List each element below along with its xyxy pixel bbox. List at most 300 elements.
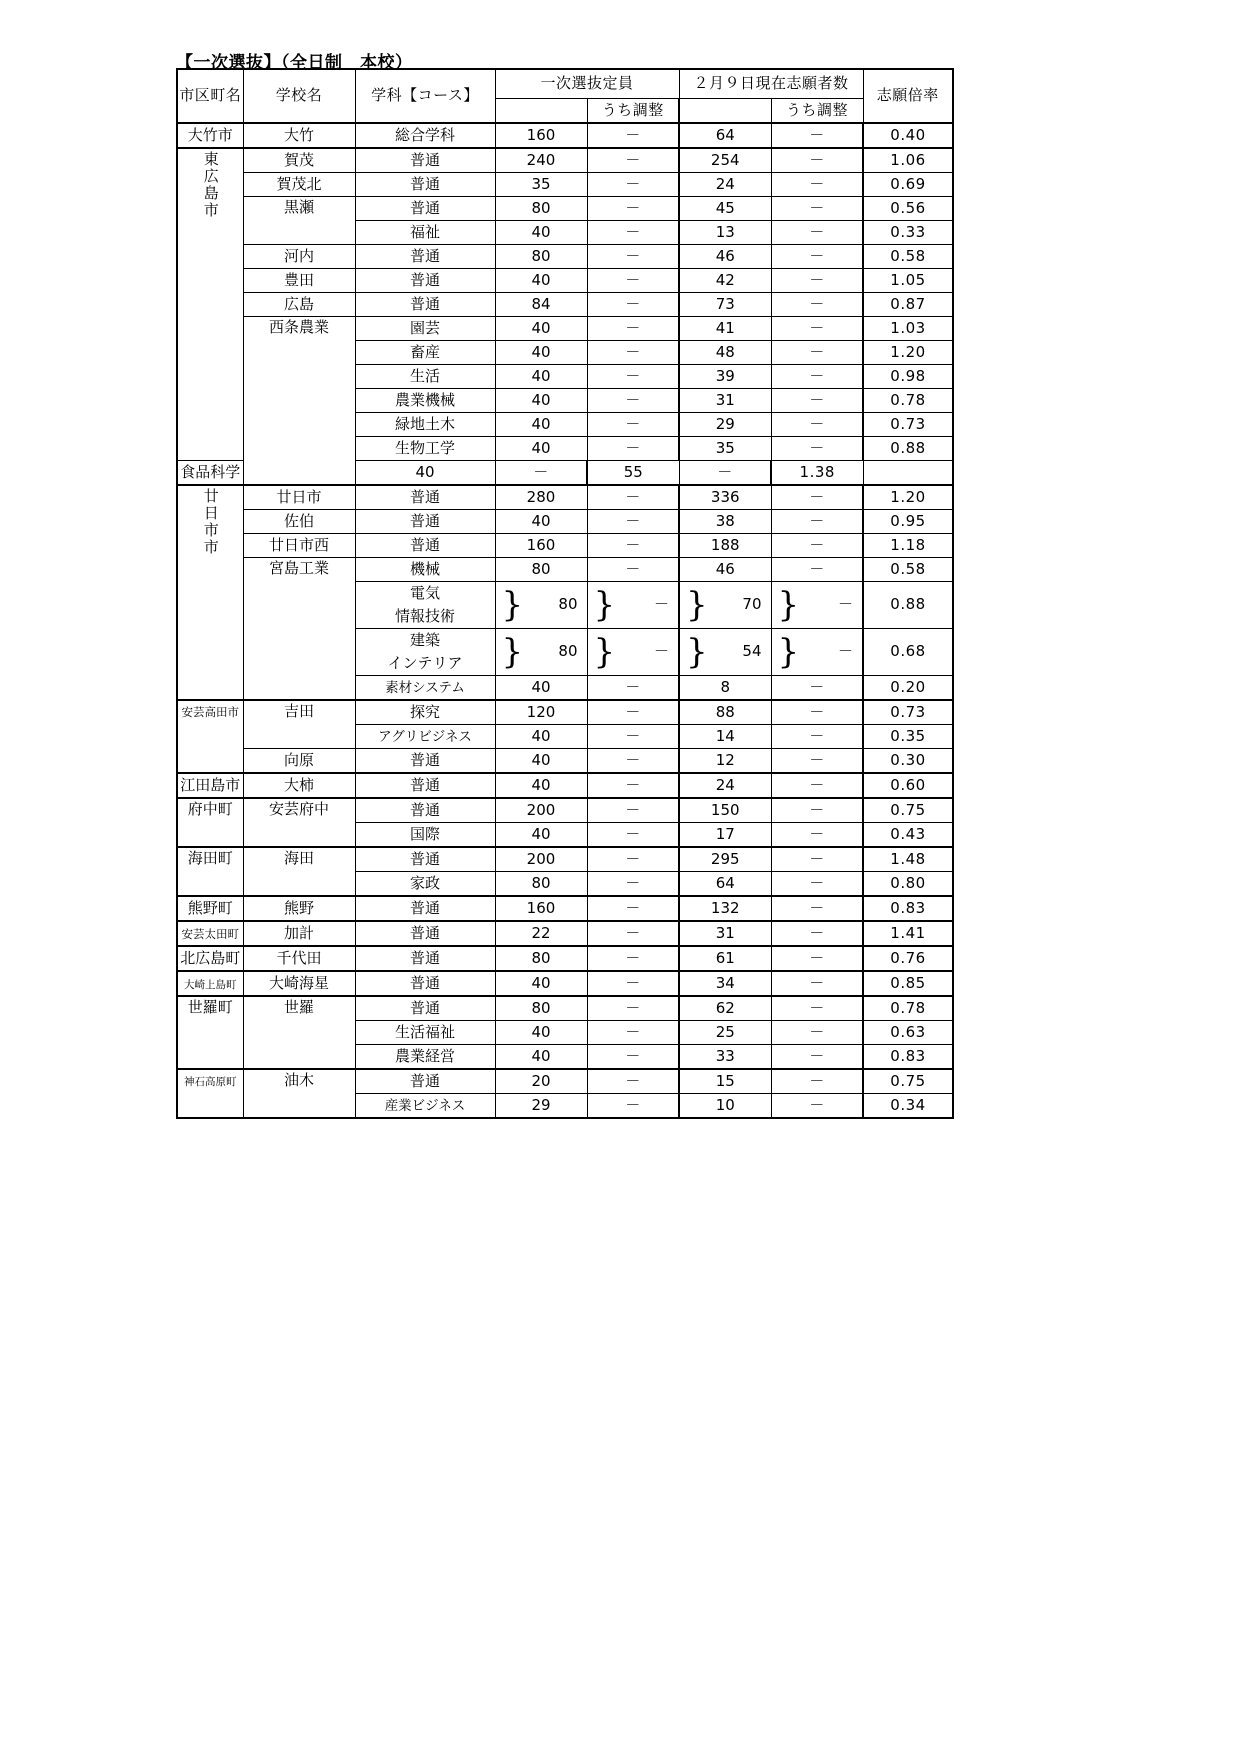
- cell-applicants: 64: [679, 872, 771, 897]
- city-label: 大崎上島町: [184, 978, 237, 991]
- dept-label: 普通: [409, 487, 440, 506]
- cell-school: 賀茂北: [243, 173, 355, 197]
- table-header: [177, 69, 953, 123]
- cell-applicants: 62: [679, 996, 771, 1021]
- cell-applicants-adjust: －: [771, 341, 863, 365]
- cell-school: 賀茂: [243, 148, 355, 173]
- dept-label: 普通: [409, 775, 440, 794]
- cell-quota: 80: [495, 245, 587, 269]
- cell-ratio: 1.20: [863, 341, 953, 365]
- cell-applicants-adjust: －: [771, 437, 863, 461]
- cell-city: [177, 148, 243, 461]
- cell-ratio: 0.87: [863, 293, 953, 317]
- cell-quota: 240: [495, 148, 587, 173]
- header-quota-blank: [495, 99, 587, 124]
- cell-quota-adjust: －: [587, 221, 679, 245]
- cell-quota-adjust: －: [587, 341, 679, 365]
- cell-dept: [355, 317, 495, 341]
- cell-school: 黒瀬: [243, 197, 355, 245]
- cell-quota: 40: [495, 389, 587, 413]
- cell-dept: [177, 461, 243, 486]
- dept-label: 国際: [409, 824, 440, 843]
- cell-dept: [355, 1069, 495, 1094]
- cell-dept: [355, 148, 495, 173]
- cell-quota: 80: [495, 197, 587, 221]
- cell-applicants-adjust: －: [771, 389, 863, 413]
- header-applicants-adjust: うち調整: [771, 99, 863, 124]
- cell-applicants-adjust: －: [771, 221, 863, 245]
- cell-applicants-adjust: －: [771, 676, 863, 701]
- cell-applicants: 42: [679, 269, 771, 293]
- city-label: 大竹市: [187, 125, 233, 144]
- cell-quota: 120: [495, 700, 587, 725]
- cell-quota-adjust: －: [587, 847, 679, 872]
- cell-school: 熊野: [243, 896, 355, 921]
- header-applicants: ２月９日現在志願者数: [679, 69, 863, 99]
- cell-dept: [355, 700, 495, 725]
- dept-label: 普通: [409, 270, 440, 289]
- dept-label: 食品科学: [180, 462, 241, 481]
- cell-quota: 40: [495, 725, 587, 749]
- cell-dept: [355, 1094, 495, 1119]
- dept-label: 総合学科: [394, 125, 455, 144]
- cell-applicants-adjust: －: [771, 317, 863, 341]
- cell-dept: [355, 749, 495, 774]
- cell-applicants-adjust: －: [771, 485, 863, 510]
- cell-applicants-adjust-value: －: [837, 595, 853, 614]
- dept-label: インテリア: [387, 653, 463, 672]
- city-label: 東広島市: [201, 151, 220, 219]
- city-label: 熊野町: [187, 898, 233, 917]
- cell-school: 宮島工業: [243, 558, 355, 701]
- cell-dept: [355, 558, 495, 582]
- cell-ratio: 0.88: [863, 582, 953, 629]
- dept-label: 農業経営: [394, 1046, 455, 1065]
- cell-ratio: 0.69: [863, 173, 953, 197]
- cell-quota-adjust: －: [587, 921, 679, 946]
- cell-applicants: 10: [679, 1094, 771, 1119]
- cell-applicants: 295: [679, 847, 771, 872]
- cell-applicants: 24: [679, 773, 771, 798]
- cell-quota-adjust: －: [587, 365, 679, 389]
- cell-dept: [355, 389, 495, 413]
- cell-applicants: 46: [679, 245, 771, 269]
- cell-applicants: 88: [679, 700, 771, 725]
- cell-quota: 160: [495, 896, 587, 921]
- table-row: [177, 485, 953, 510]
- cell-applicants: 17: [679, 823, 771, 848]
- dept-label: 素材システム: [385, 679, 465, 696]
- cell-quota: 40: [495, 676, 587, 701]
- cell-applicants-value: 70: [742, 595, 762, 614]
- cell-quota-adjust-value: －: [653, 642, 669, 661]
- cell-city: [177, 996, 243, 1069]
- cell-quota: 40: [495, 773, 587, 798]
- cell-quota-adjust: －: [587, 510, 679, 534]
- cell-city: [177, 896, 243, 921]
- dept-label: 普通: [409, 150, 440, 169]
- cell-city: [177, 921, 243, 946]
- cell-dept: [355, 971, 495, 996]
- cell-applicants-adjust: －: [679, 461, 771, 486]
- cell-quota: 200: [495, 798, 587, 823]
- cell-quota: 40: [495, 317, 587, 341]
- dept-label: 普通: [409, 511, 440, 530]
- cell-dept: [355, 341, 495, 365]
- cell-dept: [355, 123, 495, 148]
- city-label: 安芸高田市: [181, 705, 239, 719]
- dept-label: 電気: [409, 583, 440, 602]
- cell-applicants-adjust: －: [771, 921, 863, 946]
- dept-label: 生活: [409, 366, 440, 385]
- cell-ratio: 0.76: [863, 946, 953, 971]
- cell-ratio: 0.63: [863, 1021, 953, 1045]
- dept-label: 探究: [409, 702, 440, 721]
- cell-quota-adjust: －: [587, 1069, 679, 1094]
- cell-school: 大竹: [243, 123, 355, 148]
- table-row: [177, 197, 953, 221]
- cell-quota-adjust: －: [587, 700, 679, 725]
- cell-dept: [355, 534, 495, 558]
- cell-applicants: 35: [679, 437, 771, 461]
- cell-school: 豊田: [243, 269, 355, 293]
- cell-applicants: 38: [679, 510, 771, 534]
- brace-icon: }: [686, 632, 708, 672]
- cell-applicants: [679, 629, 771, 676]
- cell-applicants: 25: [679, 1021, 771, 1045]
- cell-quota: 280: [495, 485, 587, 510]
- cell-applicants: 12: [679, 749, 771, 774]
- cell-quota: 40: [495, 510, 587, 534]
- dept-label: 普通: [409, 198, 440, 217]
- cell-city: [177, 485, 243, 700]
- brace-icon: }: [777, 632, 800, 672]
- cell-applicants: 132: [679, 896, 771, 921]
- cell-quota-adjust: －: [587, 293, 679, 317]
- cell-ratio: 1.06: [863, 148, 953, 173]
- cell-quota-adjust: －: [587, 534, 679, 558]
- cell-quota-adjust: －: [587, 798, 679, 823]
- cell-quota: 40: [495, 341, 587, 365]
- cell-dept: [355, 725, 495, 749]
- cell-applicants-adjust: －: [771, 558, 863, 582]
- table-row: [177, 123, 953, 148]
- dept-label: 普通: [409, 800, 440, 819]
- cell-applicants: 39: [679, 365, 771, 389]
- cell-ratio: 0.78: [863, 996, 953, 1021]
- table-row: [177, 773, 953, 798]
- city-label: 北広島町: [180, 948, 241, 967]
- city-label: 廿日市市: [201, 488, 220, 556]
- cell-dept: [355, 413, 495, 437]
- cell-applicants-adjust: －: [771, 269, 863, 293]
- cell-quota-adjust: －: [587, 996, 679, 1021]
- cell-dept: [355, 1045, 495, 1070]
- cell-dept: [355, 173, 495, 197]
- cell-applicants-adjust: －: [771, 1069, 863, 1094]
- cell-quota-adjust: －: [587, 148, 679, 173]
- cell-applicants: 45: [679, 197, 771, 221]
- cell-ratio: 0.35: [863, 725, 953, 749]
- cell-quota-adjust: －: [587, 317, 679, 341]
- dept-label: 緑地土木: [394, 414, 455, 433]
- cell-applicants: 33: [679, 1045, 771, 1070]
- cell-applicants-adjust: －: [771, 173, 863, 197]
- cell-school: 廿日市西: [243, 534, 355, 558]
- cell-quota-adjust: [587, 629, 679, 676]
- cell-dept: [355, 437, 495, 461]
- cell-applicants: 46: [679, 558, 771, 582]
- cell-applicants: 48: [679, 341, 771, 365]
- table-row: [177, 293, 953, 317]
- cell-ratio: 0.30: [863, 749, 953, 774]
- cell-dept: [355, 269, 495, 293]
- cell-school: 油木: [243, 1069, 355, 1118]
- cell-quota: 40: [495, 413, 587, 437]
- table-row: [177, 996, 953, 1021]
- dept-label: 園芸: [409, 318, 440, 337]
- cell-dept: [355, 629, 495, 653]
- cell-quota-adjust: [587, 582, 679, 629]
- cell-applicants-adjust: －: [771, 534, 863, 558]
- cell-ratio: 0.68: [863, 629, 953, 676]
- cell-applicants: 8: [679, 676, 771, 701]
- cell-ratio: 0.73: [863, 413, 953, 437]
- cell-ratio: 0.43: [863, 823, 953, 848]
- cell-applicants-adjust: －: [771, 996, 863, 1021]
- cell-quota-adjust: －: [587, 946, 679, 971]
- dept-label: 普通: [409, 174, 440, 193]
- cell-school: 海田: [243, 847, 355, 896]
- cell-dept: [355, 293, 495, 317]
- cell-applicants: 31: [679, 389, 771, 413]
- cell-ratio: 0.33: [863, 221, 953, 245]
- cell-quota-adjust: －: [587, 269, 679, 293]
- table-row: [177, 148, 953, 173]
- cell-ratio: 0.88: [863, 437, 953, 461]
- cell-quota-adjust: －: [587, 896, 679, 921]
- cell-applicants-adjust: －: [771, 725, 863, 749]
- cell-applicants-adjust: －: [771, 773, 863, 798]
- table-row: [177, 749, 953, 774]
- cell-ratio: 0.75: [863, 1069, 953, 1094]
- cell-applicants: 188: [679, 534, 771, 558]
- cell-applicants-adjust: [771, 582, 863, 629]
- cell-dept: [355, 605, 495, 629]
- table-row: [177, 534, 953, 558]
- cell-dept: [355, 582, 495, 606]
- brace-icon: }: [501, 585, 524, 625]
- cell-ratio: 0.98: [863, 365, 953, 389]
- cell-school: 向原: [243, 749, 355, 774]
- cell-school: 佐伯: [243, 510, 355, 534]
- cell-applicants-adjust: －: [771, 123, 863, 148]
- cell-ratio: 1.05: [863, 269, 953, 293]
- table-row: [177, 173, 953, 197]
- header-quota: 一次選抜定員: [495, 69, 679, 99]
- cell-applicants-adjust: －: [771, 971, 863, 996]
- cell-applicants-adjust-value: －: [837, 642, 853, 661]
- cell-quota-adjust: －: [587, 872, 679, 897]
- cell-dept: [355, 365, 495, 389]
- cell-city: [177, 798, 243, 847]
- city-label: 安芸太田町: [181, 926, 239, 941]
- cell-school: 河内: [243, 245, 355, 269]
- cell-ratio: 0.34: [863, 1094, 953, 1119]
- cell-city: [177, 946, 243, 971]
- city-label: 神石高原町: [184, 1076, 237, 1088]
- cell-quota: 80: [495, 558, 587, 582]
- cell-applicants: 14: [679, 725, 771, 749]
- cell-applicants: 150: [679, 798, 771, 823]
- cell-city: [177, 123, 243, 148]
- cell-applicants: 24: [679, 173, 771, 197]
- cell-applicants: 31: [679, 921, 771, 946]
- cell-applicants-adjust: －: [771, 245, 863, 269]
- dept-label: 普通: [409, 948, 440, 967]
- cell-applicants-adjust: －: [771, 823, 863, 848]
- cell-dept: [355, 823, 495, 848]
- cell-dept: [355, 798, 495, 823]
- cell-quota: 22: [495, 921, 587, 946]
- dept-label: 農業機械: [394, 390, 455, 409]
- brace-icon: }: [777, 585, 800, 625]
- cell-quota: 40: [495, 971, 587, 996]
- cell-dept: [355, 773, 495, 798]
- cell-quota-adjust: －: [587, 413, 679, 437]
- cell-dept: [355, 896, 495, 921]
- cell-ratio: 0.58: [863, 558, 953, 582]
- cell-ratio: 0.20: [863, 676, 953, 701]
- dept-label: 普通: [409, 246, 440, 265]
- cell-quota-adjust: －: [587, 123, 679, 148]
- cell-applicants: 13: [679, 221, 771, 245]
- cell-applicants: 34: [679, 971, 771, 996]
- cell-ratio: 0.60: [863, 773, 953, 798]
- cell-applicants-adjust: －: [771, 413, 863, 437]
- cell-applicants: 15: [679, 1069, 771, 1094]
- cell-applicants: 254: [679, 148, 771, 173]
- cell-dept: [355, 221, 495, 245]
- table-row: [177, 896, 953, 921]
- cell-ratio: 0.40: [863, 123, 953, 148]
- cell-school: 加計: [243, 921, 355, 946]
- cell-quota: 80: [495, 946, 587, 971]
- cell-dept: [355, 1021, 495, 1045]
- brace-icon: }: [686, 585, 708, 625]
- cell-school: 千代田: [243, 946, 355, 971]
- cell-quota: 80: [495, 872, 587, 897]
- cell-dept: [355, 510, 495, 534]
- cell-applicants-adjust: [771, 629, 863, 676]
- cell-ratio: 0.58: [863, 245, 953, 269]
- table-body: [177, 123, 953, 1118]
- dept-label: 普通: [409, 849, 440, 868]
- cell-quota: 35: [495, 173, 587, 197]
- dept-label: アグリビジネス: [378, 728, 472, 745]
- cell-quota: [495, 582, 587, 629]
- brace-icon: }: [593, 632, 616, 672]
- table-row: [177, 269, 953, 293]
- city-label: 世羅町: [187, 998, 233, 1016]
- table-row: [177, 1069, 953, 1094]
- cell-quota: 29: [495, 1094, 587, 1119]
- cell-quota: 40: [495, 221, 587, 245]
- cell-quota: 40: [495, 749, 587, 774]
- cell-quota: 40: [495, 365, 587, 389]
- cell-applicants-adjust: －: [771, 1021, 863, 1045]
- cell-applicants-value: 54: [742, 642, 762, 661]
- cell-ratio: 1.20: [863, 485, 953, 510]
- cell-dept: [355, 485, 495, 510]
- table-row: [177, 946, 953, 971]
- cell-quota-adjust: －: [495, 461, 587, 486]
- city-label: 江田島市: [180, 775, 241, 794]
- cell-dept: [355, 921, 495, 946]
- cell-city: [177, 1069, 243, 1118]
- cell-quota: 200: [495, 847, 587, 872]
- cell-school: 大柿: [243, 773, 355, 798]
- cell-quota: 84: [495, 293, 587, 317]
- cell-dept: [355, 197, 495, 221]
- cell-quota-adjust: －: [587, 823, 679, 848]
- city-label: 海田町: [187, 849, 233, 867]
- cell-applicants: 41: [679, 317, 771, 341]
- dept-label: 建築: [409, 630, 440, 649]
- cell-ratio: 1.48: [863, 847, 953, 872]
- dept-label: 福祉: [409, 222, 440, 241]
- cell-quota-adjust: －: [587, 245, 679, 269]
- table-row: [177, 971, 953, 996]
- cell-applicants-adjust: －: [771, 700, 863, 725]
- cell-applicants: [679, 582, 771, 629]
- cell-ratio: 1.18: [863, 534, 953, 558]
- cell-quota: 40: [495, 823, 587, 848]
- dept-label: 普通: [409, 923, 440, 942]
- page-title: 【一次選抜】（全日制 本校）: [176, 53, 413, 73]
- table-row: [177, 245, 953, 269]
- cell-applicants-adjust: －: [771, 749, 863, 774]
- cell-ratio: 0.80: [863, 872, 953, 897]
- cell-ratio: 0.95: [863, 510, 953, 534]
- cell-quota-adjust-value: －: [653, 595, 669, 614]
- cell-ratio: 1.03: [863, 317, 953, 341]
- cell-school: 廿日市: [243, 485, 355, 510]
- dept-label: 普通: [409, 1071, 440, 1090]
- cell-applicants-adjust: －: [771, 798, 863, 823]
- cell-city: [177, 971, 243, 996]
- cell-applicants: 29: [679, 413, 771, 437]
- header-city: 市区町名: [177, 69, 243, 123]
- cell-applicants: 55: [587, 461, 679, 486]
- cell-quota-adjust: －: [587, 197, 679, 221]
- dept-label: 産業ビジネス: [384, 1097, 466, 1114]
- dept-label: 生物工学: [394, 438, 455, 457]
- table-row: [177, 558, 953, 582]
- cell-quota-adjust: －: [587, 725, 679, 749]
- cell-quota: 20: [495, 1069, 587, 1094]
- dept-label: 家政: [409, 873, 440, 892]
- cell-school: 広島: [243, 293, 355, 317]
- cell-quota-adjust: －: [587, 485, 679, 510]
- dept-label: 畜産: [409, 342, 440, 361]
- table-row: [177, 317, 953, 341]
- cell-quota: 40: [495, 269, 587, 293]
- cell-ratio: 0.85: [863, 971, 953, 996]
- cell-quota: 80: [495, 996, 587, 1021]
- cell-applicants-adjust: －: [771, 872, 863, 897]
- cell-dept: [355, 245, 495, 269]
